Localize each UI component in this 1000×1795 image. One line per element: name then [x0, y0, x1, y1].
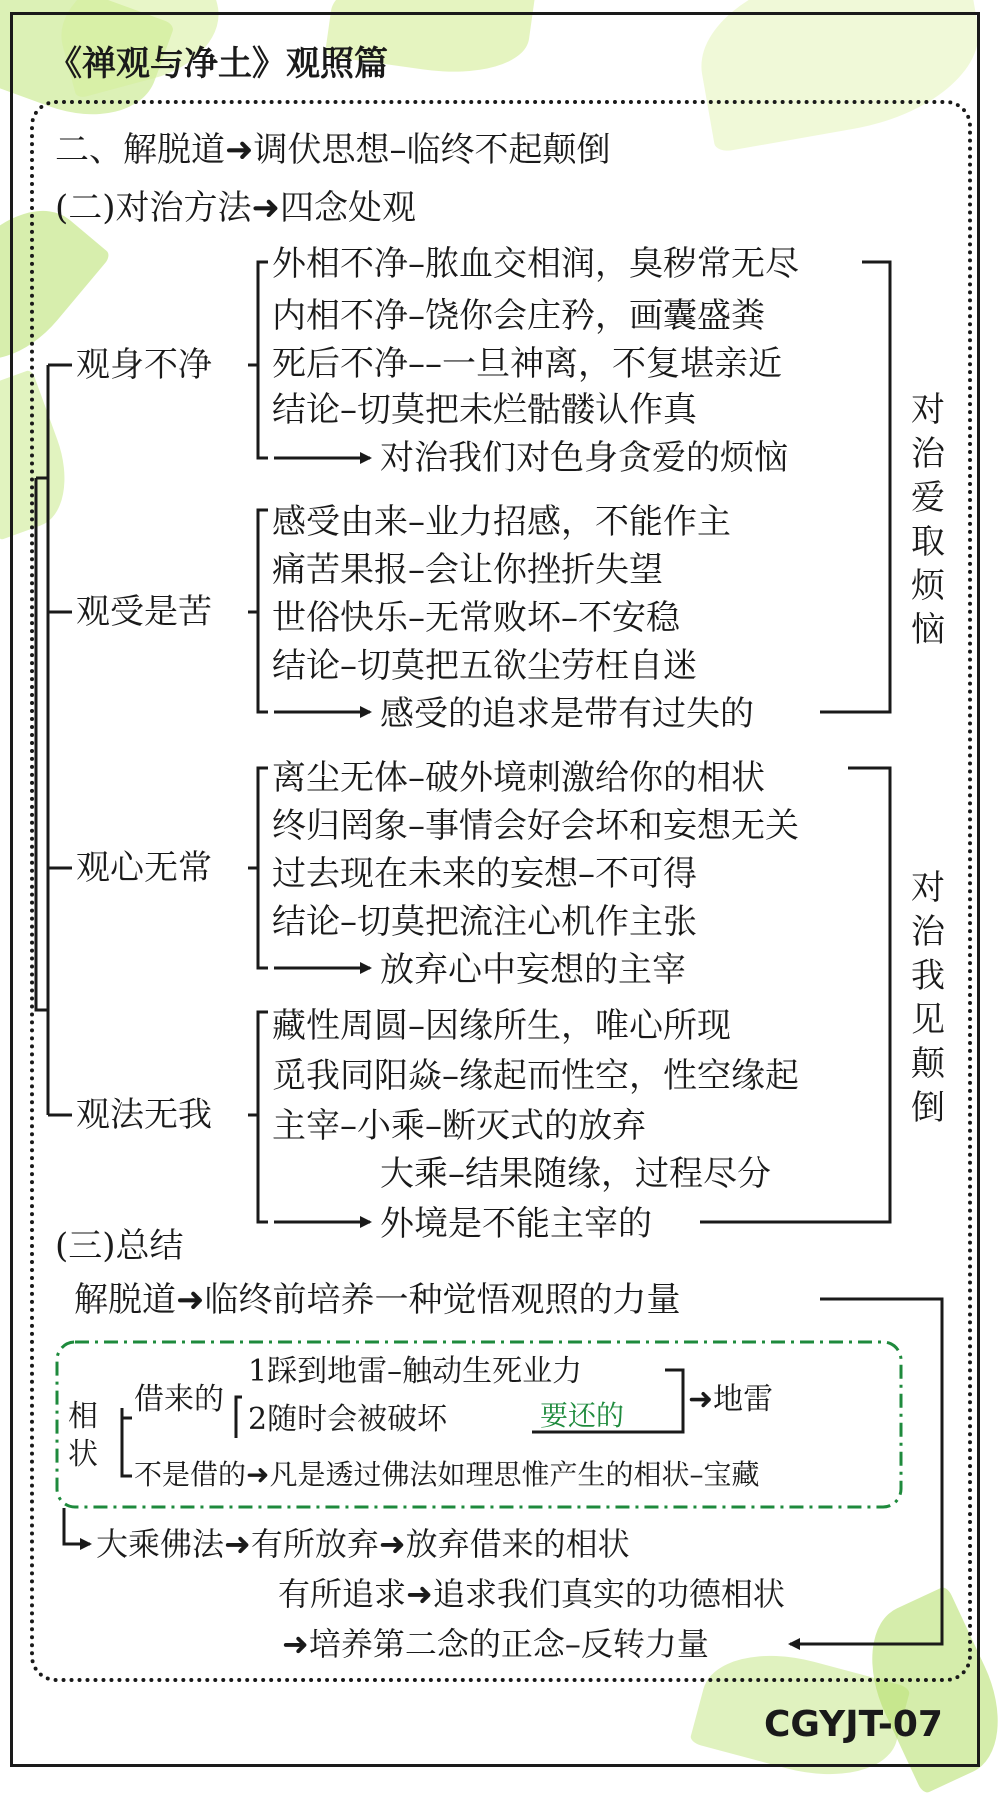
borrowed-item-1: 1踩到地雷–触动生死业力	[248, 1354, 583, 1389]
section-heading-liberation: 二、解脱道➜调伏思想–临终不起颠倒	[55, 130, 611, 170]
group-line: 死后不净––一旦神离，不复堪亲近	[272, 344, 782, 384]
page-title: 《禅观与净土》观照篇	[48, 44, 388, 84]
group-conclusion: 外境是不能主宰的	[380, 1204, 652, 1244]
section-heading-summary: (三)总结	[55, 1226, 184, 1266]
borrowed-label: 借来的	[134, 1382, 224, 1417]
xiang-label: 相 状	[68, 1399, 98, 1472]
borrowed-item-2: 2随时会被破坏	[248, 1402, 448, 1437]
mahayana-line: 大乘佛法➜有所放弃➜放弃借来的相状	[96, 1525, 630, 1563]
group-line: 终归罔象–事情会好会坏和妄想无关	[272, 806, 799, 846]
group-conclusion: 对治我们对色身贪爱的烦恼	[380, 438, 788, 478]
group-line: 结论–切莫把未烂骷髅认作真	[272, 390, 697, 430]
group-conclusion: 感受的追求是带有过失的	[380, 694, 754, 734]
group-label-dharma: 观法无我	[76, 1095, 212, 1135]
group-line: 过去现在未来的妄想–不可得	[272, 854, 697, 894]
document-code: CGYJT-07	[764, 1704, 943, 1745]
group-label-feeling: 观受是苦	[76, 592, 212, 632]
section-heading-methods: (二)对治方法➜四念处观	[55, 188, 417, 228]
group-conclusion: 放弃心中妄想的主宰	[380, 950, 686, 990]
side-label-self-view: 对 治 我 见 颠 倒	[911, 868, 945, 1128]
group-line: 主宰–小乘–断灭式的放弃	[272, 1106, 646, 1146]
landmine-label: ➜地雷	[688, 1382, 774, 1417]
group-line: 感受由来–业力招感，不能作主	[272, 502, 731, 542]
group-label-body: 观身不净	[76, 345, 212, 385]
group-line: 痛苦果报–会让你挫折失望	[272, 550, 663, 590]
group-line: 觅我同阳焱–缘起而性空，性空缘起	[272, 1056, 799, 1096]
group-line: 结论–切莫把五欲尘劳枉自迷	[272, 646, 697, 686]
group-label-mind: 观心无常	[76, 848, 212, 888]
cultivate-line: ➜培养第二念的正念–反转力量	[282, 1625, 709, 1663]
not-borrowed-line: 不是借的➜凡是透过佛法如理思惟产生的相状–宝藏	[134, 1458, 760, 1491]
group-line: 结论–切莫把流注心机作主张	[272, 902, 697, 942]
summary-line-liberation: 解脱道➜临终前培养一种觉悟观照的力量	[74, 1280, 681, 1320]
side-label-attachment: 对 治 爱 取 烦 恼	[911, 390, 945, 650]
pursue-line: 有所追求➜追求我们真实的功德相状	[278, 1575, 785, 1613]
group-line: 内相不净–饶你会庄矜，画囊盛粪	[272, 296, 765, 336]
group-line: 大乘–结果随缘，过程尽分	[380, 1154, 771, 1194]
group-line: 外相不净–脓血交相润，臭秽常无尽	[272, 244, 799, 284]
return-note: 要还的	[540, 1399, 625, 1432]
group-line: 世俗快乐–无常败坏–不安稳	[272, 598, 680, 638]
group-line: 藏性周圆–因缘所生，唯心所现	[272, 1006, 731, 1046]
group-line: 离尘无体–破外境刺激给你的相状	[272, 758, 765, 798]
